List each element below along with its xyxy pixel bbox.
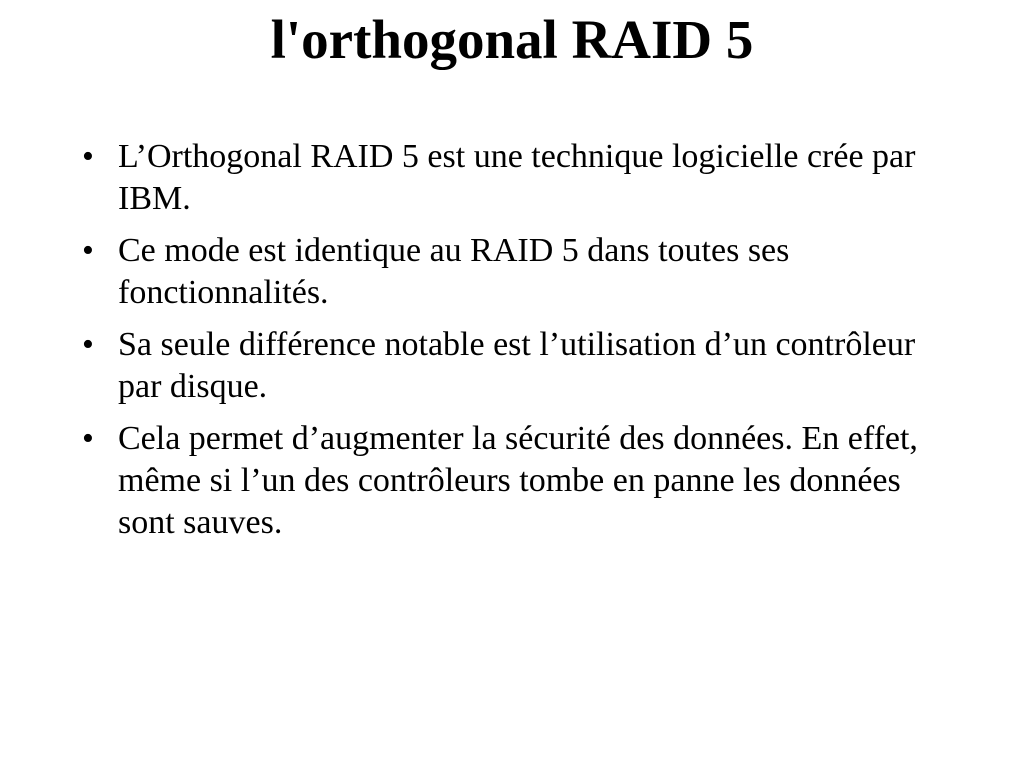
bullet-icon: • bbox=[82, 420, 94, 457]
bullet-text: Ce mode est identique au RAID 5 dans toutes ses fonctionnalités. bbox=[118, 232, 790, 311]
bullet-list bbox=[82, 136, 942, 554]
slide-title: l'orthogonal RAID 5 bbox=[270, 9, 754, 70]
bullet-item bbox=[82, 136, 942, 220]
bullet-text: Sa seule différence notable est l’utilisation d’un contrôleur par disque. bbox=[118, 326, 916, 405]
bullet-text: L’Orthogonal RAID 5 est une technique logicielle crée par IBM. bbox=[118, 138, 916, 217]
bullet-icon: • bbox=[82, 232, 94, 269]
bullet-item bbox=[82, 418, 942, 544]
bullet-icon: • bbox=[82, 138, 94, 175]
bullet-item bbox=[82, 230, 942, 314]
bullet-item bbox=[82, 324, 942, 408]
bullet-text: Cela permet d’augmenter la sécurité des données. En effet, même si l’un des contrôleurs tombe en panne les données sont sauves. bbox=[118, 420, 918, 541]
bullet-icon: • bbox=[82, 326, 94, 363]
